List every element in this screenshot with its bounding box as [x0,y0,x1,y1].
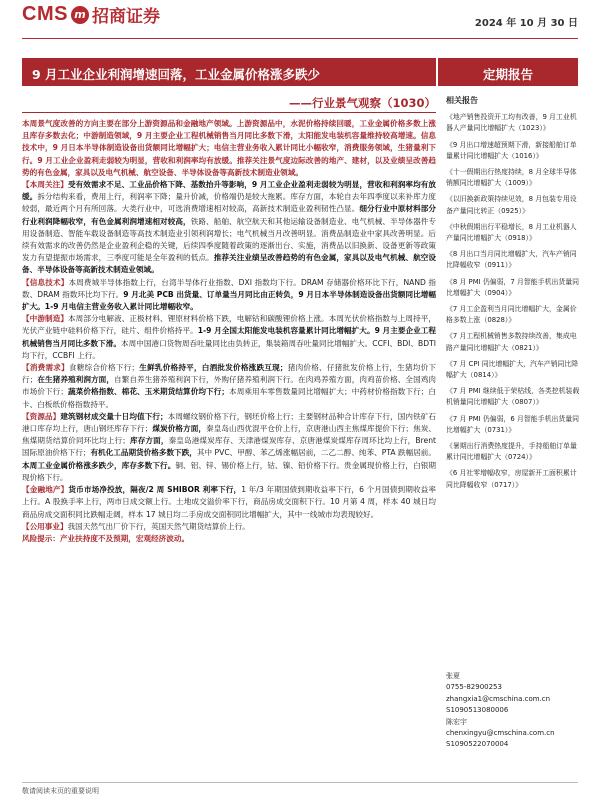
company-logo [22,2,160,27]
section-consumer [22,362,436,411]
section-tag: 【本周关注】 [22,180,68,190]
section-tag: 【资源品】 [22,411,61,421]
section-body: 拆分结构来看，费用上行，利润率下降；量升价减，价格端仍是较大拖累。库存方面，本轮自去年四季度以来补库力度较弱，最近两个月有所回落。大类行业中，可选消费增速相对较高，高新技术制造业盈利韧性凸显。 [22,192,437,214]
section-tag: 【公用事业】 [22,521,68,531]
section-body: 铜、铝、锌、锡价格上行，钴、镍、铅价格下行。贵金属现价格上行，白银期现价格下行。 [22,460,436,482]
section-tag: 【中游制造】 [22,314,69,324]
section-body: 产业扶持度不及预期，宏观经济波动。 [59,533,190,543]
related-report-item[interactable]: 《7 月 PMI 继续低于荣枯线，各类挖机装载机销量同比增幅扩大（0807）》 [446,387,580,407]
related-report-item[interactable]: 《8 月出口当月同比增幅扩大，汽车产销同比降幅收窄（0911）》 [446,250,577,270]
section-tag: 风险提示： [22,533,60,543]
related-reports-sidebar [446,95,580,496]
related-report-item[interactable]: 《7 月工企盈利当月同比增幅扩大，金属价格多数上涨（0828）》 [446,305,577,325]
section-lead: 蔬菜价格指数、棉花、玉米期货结算价均下行； [67,387,229,397]
logo-mark-icon: m [71,6,89,24]
section-lead: 受有效需求不足、工业品价格下降、基数抬升等影响，9 月工业企业盈利走弱较为明显，营收和利润率均有放缓。 [22,180,437,202]
section-risk [22,533,436,545]
analyst-license: S1090522070004 [446,740,509,749]
analyst-email[interactable]: zhangxia1@cmschina.com.cn [446,694,551,703]
related-report-item[interactable]: 《中秋假期出行平稳增长，8 月工业机器人产量同比增幅扩大（0918）》 [446,222,577,243]
report-date: 2024 年 10 月 30 日 [474,18,578,29]
related-report-item[interactable]: 《暑期出行消费热度提升，手持船舶订单量累计同比增幅扩大（0724）》 [446,442,577,462]
report-title: 9 月工业企业利润增速回落，工业金属价格涨多跌少 [22,58,436,86]
logo-chinese: 招商证券 [91,7,160,27]
section-body: 其中 PVC、甲醇、苯乙烯涨幅居前，二乙二醇、纯苯、PTA 跌幅居前。 [196,448,436,458]
section-resources [22,411,436,484]
subtitle-divider [22,112,436,113]
section-lead: 9 月北美 PCB 出货量、订单量当月同比由正转负，9 月日本半导体制造设备出货额同比增幅扩大。1-9 月电信主营业务收入累计同比增幅收窄。 [22,289,436,312]
analyst-name: 张夏 [446,672,460,680]
section-body: 本周中国港口货物周吞吐量同比由负转正，集装箱周吞吐量同比增幅扩大。CCFI、BDI、BDTI 均下行，CCBFI 上行。 [22,338,436,360]
summary-paragraph: 本周景气度改善的方向主要在部分上游资源品和金融地产领域。上游资源品中，水泥价格持续回暖，工业金属价格多数上涨且库存多数去化；中游制造领域，9 月主要企业工程机械销售当月同比多数下滑，太阳能发电装机容量维持较高增速。信息技术中，9 月日本半导体制造设备出货额同比增幅扩大；电信主营业务收入累计同比小幅收窄，消费服务领域，生猪量利下行。9 月工业企业盈利走弱较为明显，营收和利润率均有放缓。推荐关注景气度边际改善的地产、建材，以及业绩呈改善趋势的有色金属，家具以及电气机械、航空设备、半导体设备等高新技术制造业领域。 [22,119,436,177]
related-report-item[interactable]: 《以旧换新政策持续见效，8 月包装专用设备产量同比转正（0925）》 [446,195,577,215]
section-tag: 【消费需求】 [22,363,69,373]
section-utilities [22,521,436,533]
section-lead: 货币市场净投放，隔夜/2 周 SHIBOR 利率下行， [68,485,242,495]
logo-latin: CMS [22,3,68,25]
report-subtitle: ——行业景气观察（1030） [288,96,436,110]
section-lead: 细分行业中原材料部分行业利润降幅收窄，有色金属利润增速相对较高， [22,204,436,226]
analyst-email[interactable]: chenxingyu@cmschina.com.cn [446,729,555,738]
section-lead: 1-9 月全国太阳能发电装机容量累计同比增幅扩大。9 月主要企业工程机械销售当月同比多数下滑。 [22,326,436,348]
section-body: 本周费城半导体指数上行，台湾半导体行业指数、DXI 指数均下行。DRAM 存储器价格环比下行，NAND 指数、DRAM 指数环比均下行。 [22,277,437,299]
related-report-item[interactable]: 《7 月工程机械销售多数持续改善，集成电路产量同比增幅扩大（0821）》 [446,332,577,352]
footer-divider [22,782,578,783]
section-body: 秦皇岛港煤炭库存、天津港煤炭库存、京唐港煤炭煤库存周环比均上行，Brent 国际原油价格下行； [22,436,437,458]
section-lead: 本周工业金属价格涨多跌少，库存多数下行。 [22,460,176,470]
related-report-item[interactable]: 《7 月 CPI 同比增幅扩大，汽车产销同比降幅扩大（0814）》 [446,359,579,380]
related-report-item[interactable]: 《8 月 PMI 仍偏弱，7 月智能手机出货量同比增幅扩大（0904）》 [446,277,580,297]
report-type-tag: 定期报告 [438,58,578,86]
section-info-tech [22,277,436,314]
section-body: 1 年/3 年期国债到期收益率下行，6 个月国债到期收益率上行。A 股换手率上行，两市日成交额上行。土地成交溢价率下行，商品房成交面积下行。10 月第 4 周，样本 40 城日均商品房成交面积同比跌幅走阔，样本 17 城日均二手房成交面积同比增幅扩大，其中一线城市均表现较好。 [22,485,437,519]
section-lead: 建筑钢材成交量十日均值下行； [60,411,168,421]
related-report-item[interactable]: 《6 月社零增幅收窄，房屋新开工面积累计同比降幅收窄（0717）》 [446,469,577,489]
section-tag: 【金融地产】 [22,485,69,495]
section-body: 猪肉价格、仔猪批发价格上行，生猪均价下行； [22,363,437,385]
section-lead: 库存方面， [129,436,169,446]
section-body: 我国天然气出厂价下行，英国天然气期货结算价上行。 [67,521,250,531]
section-body: 本周螺纹钢价格下行，钢坯价格上行；主要钢材品种合计库存下行，国内铁矿石港口库存均上行，唐山钢坯库存下行； [22,411,437,434]
page-header [0,0,600,40]
section-lead: 生鲜乳价格持平，白酒批发价格涨跌互现； [139,363,288,373]
section-body: 食糖综合价格下行； [68,363,140,373]
section-body: 铁路、船舶、航空航天和其他运输设备制造业、电气机械、半导体器件专用设备制造、智能车载设备制造等高技术制造业引领利润增长；电气机械当月改善明显。消费品制造业中家具改善明显。后续有效需求的改善仍然是企业盈利企稳的关键，后续四季度随着政策的逐渐出台、实施，消费品以旧换新、设备更新等政策发力有望提振市场需求，三季度可能是全年盈利的低点。 [22,216,437,263]
analyst-license: S1090513080006 [446,706,509,715]
related-report-item[interactable]: 《7 月 PMI 仍偏弱，6 月智能手机出货量同比增幅扩大（0731）》 [446,414,580,434]
section-lead: 有机化工品期货价格多数下跌， [90,448,197,458]
main-content [22,118,436,545]
section-lead: 在生猪养殖利润方面， [37,375,115,385]
section-body: 本周部分电解液、正极材料、锂原材料价格下跌，电解钴和碳酸锂价格上涨。本周光伏价格指数与上周持平，光伏产业链中硅料价格下行，硅片、组件价格持平。 [22,314,437,336]
related-report-item[interactable]: 《十一假期出行热度持续，8 月全球半导体销额同比增幅扩大（1009）》 [446,168,577,188]
section-focus [22,179,436,277]
section-body: 秦皇岛山西优混平仓价上行，京唐港山西主焦煤库提价下行；焦炭、焦煤期货结算价同环比均上行； [22,424,436,446]
section-finance-realestate [22,484,436,521]
analyst-name: 陈宏宇 [446,717,467,726]
related-report-item[interactable]: 《地产销售投资开工均有改善，9 月工业机器人产量同比增幅扩大（1023）》 [446,113,577,133]
section-lead: 推荐关注业绩呈改善趋势的有色金属，家具以及电气机械、航空设备、半导体设备等高新技术制造业领域。 [22,253,436,275]
sidebar-header: 相关报告 [446,96,478,105]
analyst-phone: 0755-82900253 [446,683,502,692]
section-tag: 【信息技术】 [22,277,69,287]
related-report-item[interactable]: 《9 月出口增速超预期下滑，新接船舶订单量累计同比增幅扩大（1016）》 [446,140,577,160]
section-body: 自繁自养生猪养殖利润下行，外购仔猪养殖利润下行。在肉鸡养殖方面，肉鸡苗价格、全国鸡肉市场价下行； [22,375,437,397]
section-body: 本周乘用车零售数量同比增幅扩大；中药材价格指数下行；白卡、白板纸价格指数持平。 [22,387,437,409]
analyst-contacts [446,671,580,751]
section-lead: 煤炭价格方面， [152,424,207,434]
header-divider [22,38,578,39]
footer-disclaimer: 敬请阅读末页的重要说明 [22,787,99,795]
section-midstream [22,313,436,362]
